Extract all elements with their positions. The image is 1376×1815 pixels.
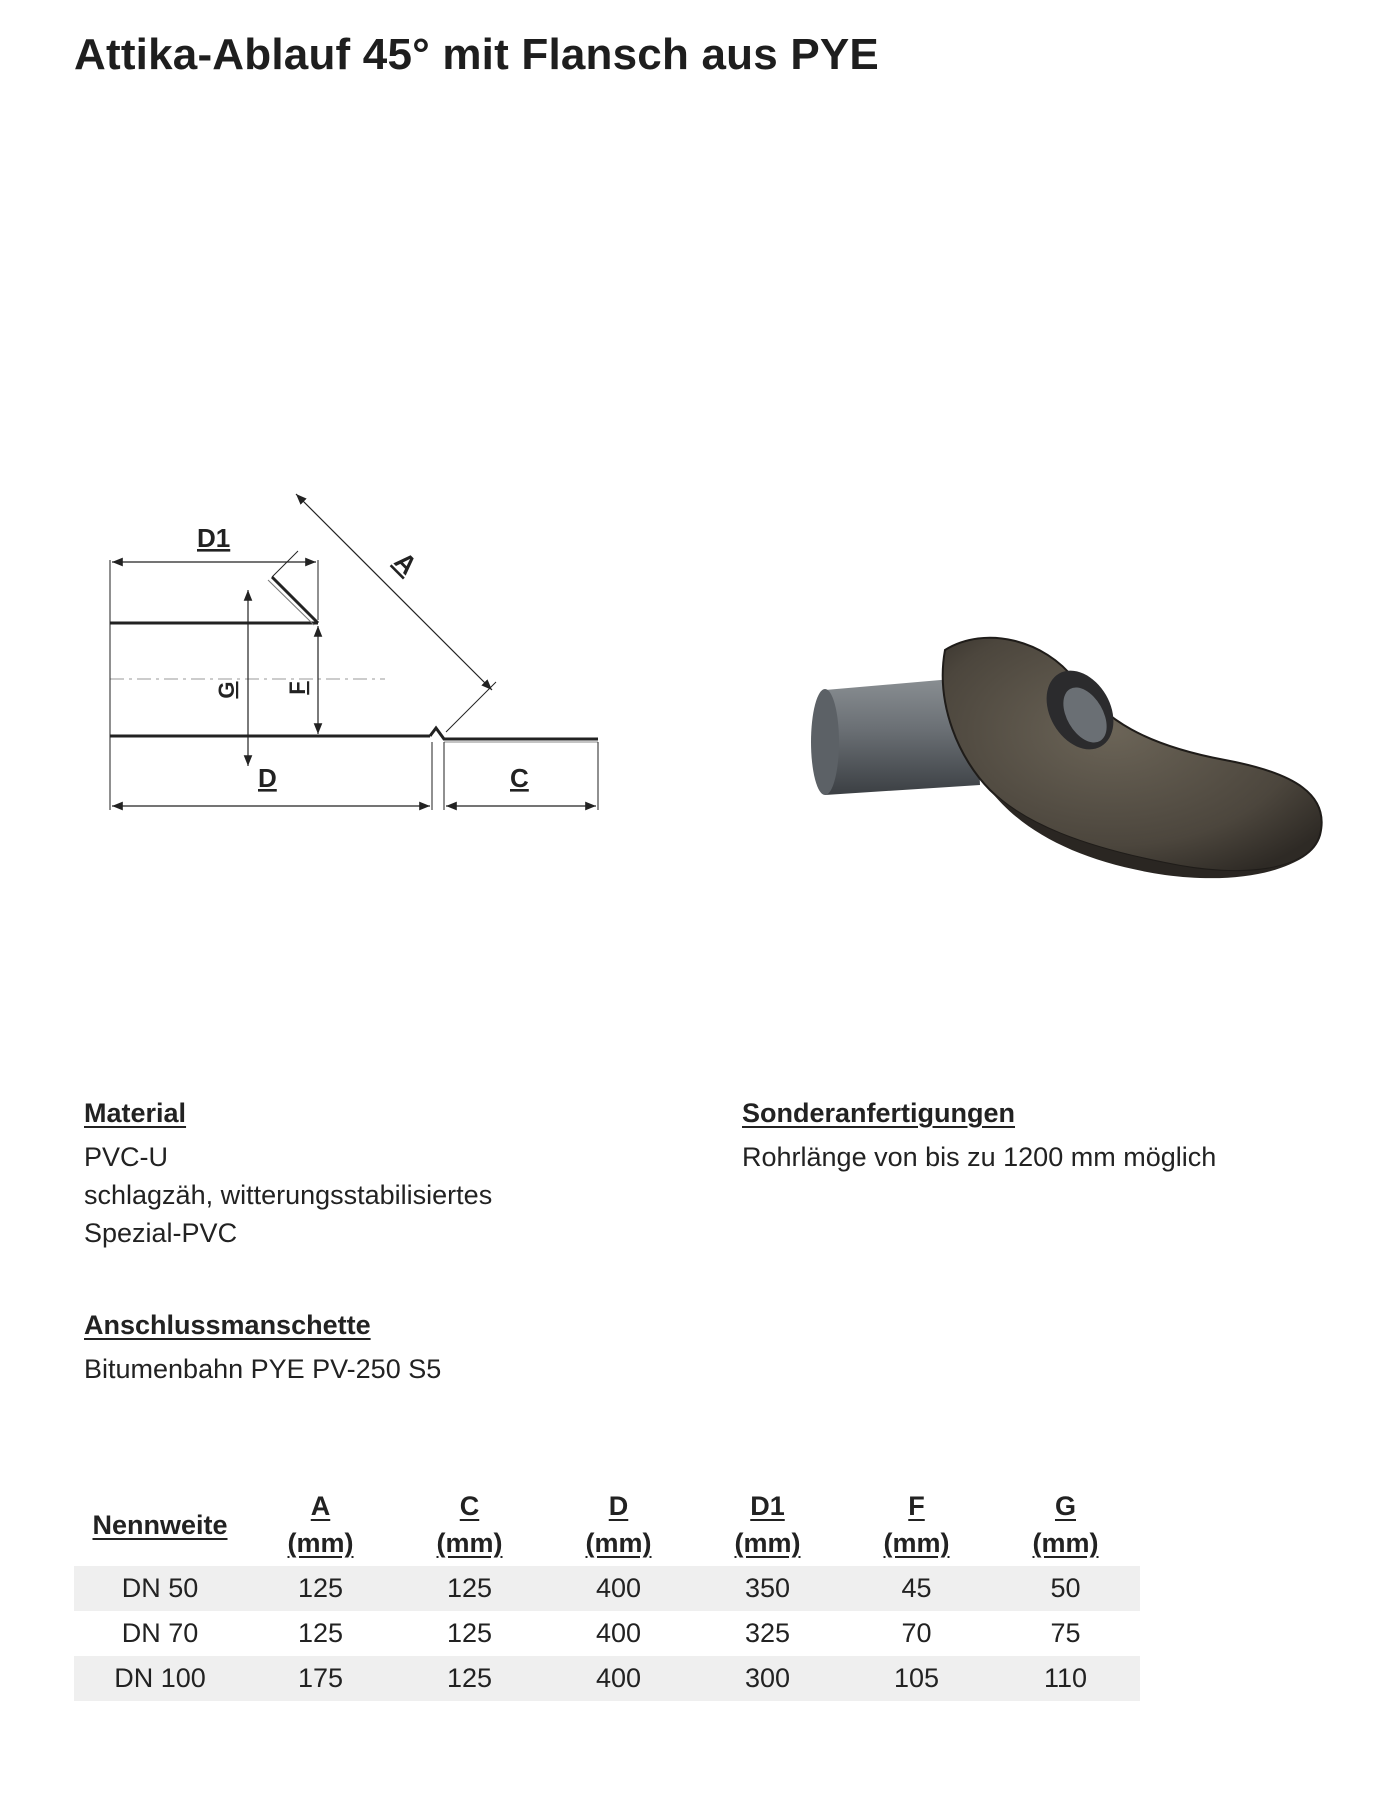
header-col — [991, 1488, 1140, 1566]
cell-value: 125 — [446, 1618, 493, 1648]
anschluss-heading: Anschlussmanschette — [84, 1310, 371, 1340]
header-col-unit: (mm) — [585, 1528, 652, 1558]
header-col-unit: (mm) — [287, 1528, 354, 1558]
cell-value: 400 — [544, 1566, 693, 1611]
cell-value: 50 — [991, 1566, 1140, 1611]
table-header-row — [74, 1488, 1140, 1566]
flange-sheet — [943, 638, 1322, 871]
pipe-cut-edge — [272, 577, 318, 623]
cell-value: 125 — [395, 1656, 544, 1701]
cell-dn: DN 70 — [121, 1618, 199, 1648]
flange-line — [430, 728, 598, 739]
cell-value: 70 — [901, 1618, 932, 1648]
cell-value: 175 — [246, 1656, 395, 1701]
cell-value: 45 — [842, 1566, 991, 1611]
header-col — [395, 1488, 544, 1566]
cell-value: 105 — [842, 1656, 991, 1701]
label-g: G — [214, 681, 239, 699]
header-nennweite: Nennweite — [92, 1509, 228, 1540]
header-col — [693, 1488, 842, 1566]
cell-value: 350 — [693, 1566, 842, 1611]
material-section — [84, 1094, 492, 1252]
table-row — [74, 1611, 1140, 1656]
anschluss-section — [84, 1306, 441, 1388]
label-d: D — [258, 763, 277, 793]
material-line: Spezial-PVC — [84, 1218, 238, 1248]
cell-value: 125 — [246, 1566, 395, 1611]
dimension-drawing — [100, 480, 620, 820]
label-a: A — [388, 545, 424, 581]
table-row — [74, 1566, 1140, 1611]
header-col-name: D1 — [750, 1491, 785, 1521]
material-line: PVC-U — [84, 1142, 169, 1172]
cell-value: 400 — [595, 1618, 642, 1648]
header-col-name: D — [608, 1491, 629, 1521]
header-col-unit: (mm) — [436, 1528, 503, 1558]
cell-value: 110 — [991, 1656, 1140, 1701]
sonder-line: Rohrlänge von bis zu 1200 mm möglich — [742, 1142, 1217, 1172]
product-photo — [785, 635, 1345, 885]
anschluss-line: Bitumenbahn PYE PV-250 S5 — [84, 1354, 442, 1384]
table-row — [74, 1656, 1140, 1701]
header-col-name: F — [908, 1491, 925, 1521]
label-f: F — [285, 681, 310, 695]
pipe-end — [811, 689, 839, 795]
header-col-name: G — [1054, 1491, 1076, 1521]
cell-value: 400 — [544, 1656, 693, 1701]
header-col-unit: (mm) — [1032, 1528, 1099, 1558]
header-col-name: A — [310, 1491, 331, 1521]
material-line: schlagzäh, witterungsstabilisiertes — [84, 1180, 493, 1210]
header-col — [544, 1488, 693, 1566]
cell-value: 325 — [744, 1618, 791, 1648]
cell-value: 75 — [1050, 1618, 1081, 1648]
header-col — [246, 1488, 395, 1566]
cell-dn: DN 50 — [74, 1566, 246, 1611]
header-col — [842, 1488, 991, 1566]
cell-value: 125 — [395, 1566, 544, 1611]
cell-value: 125 — [297, 1618, 344, 1648]
label-c: C — [510, 763, 529, 793]
cell-dn: DN 100 — [74, 1656, 246, 1701]
sonder-heading: Sonderanfertigungen — [742, 1098, 1016, 1128]
sonder-section — [742, 1094, 1216, 1176]
material-heading: Material — [84, 1098, 187, 1128]
dim-a — [296, 494, 492, 690]
header-col-unit: (mm) — [734, 1528, 801, 1558]
page-title: Attika-Ablauf 45° mit Flansch aus PYE — [74, 30, 879, 79]
spec-table — [74, 1488, 1140, 1701]
cell-value: 300 — [693, 1656, 842, 1701]
label-d1: D1 — [197, 523, 231, 553]
header-col-name: C — [459, 1491, 480, 1521]
header-col-unit: (mm) — [883, 1528, 950, 1558]
